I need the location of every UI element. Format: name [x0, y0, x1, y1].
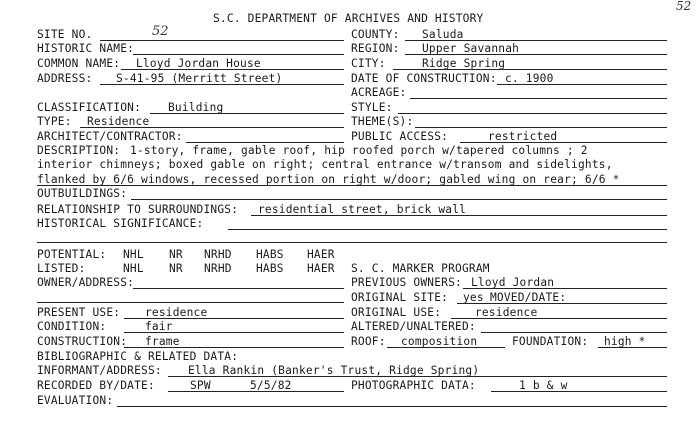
recorded-by-label: RECORDED BY/DATE:	[37, 379, 155, 392]
owner-address-line	[133, 288, 344, 289]
classification-label: CLASSIFICATION:	[37, 101, 142, 114]
owner-address-line-2	[37, 302, 344, 303]
original-use-value: residence	[475, 306, 538, 319]
foundation-value: high *	[604, 335, 646, 348]
historical-significance-label: HISTORICAL SIGNIFICANCE:	[37, 217, 204, 230]
potential-option-nrhd: NRHD	[204, 248, 232, 261]
style-line	[398, 113, 667, 114]
description-label: DESCRIPTION:	[37, 144, 121, 157]
potential-option-nr: NR	[169, 248, 183, 261]
outbuildings-label: OUTBUILDINGS:	[37, 187, 128, 200]
recorded-by-value: SPW	[190, 379, 211, 392]
photographic-data-value: 1 b & w	[519, 379, 568, 392]
evaluation-label: EVALUATION:	[37, 394, 114, 407]
site-no-value: 52	[152, 24, 169, 39]
construction-label: CONSTRUCTION:	[37, 335, 128, 348]
date-of-construction-value: c. 1900	[505, 72, 554, 85]
corner-site-number: 52	[676, 0, 692, 13]
previous-owners-label: PREVIOUS OWNERS:	[351, 276, 462, 289]
theme-line	[415, 127, 667, 128]
previous-owners-line	[463, 288, 667, 289]
potential-option-nhl: NHL	[123, 248, 144, 261]
original-site-line	[457, 303, 667, 304]
type-line	[80, 127, 344, 128]
roof-label: ROOF:	[351, 335, 386, 348]
potential-label: POTENTIAL:	[37, 248, 107, 261]
city-line	[393, 69, 667, 70]
form-header: S.C. DEPARTMENT OF ARCHIVES AND HISTORY	[213, 12, 484, 25]
date-of-construction-line	[497, 84, 667, 85]
listed-option-nr: NR	[169, 262, 183, 275]
acreage-line	[410, 98, 667, 99]
potential-option-habs: HABS	[256, 248, 284, 261]
photographic-data-line	[491, 391, 667, 392]
architect-label: ARCHITECT/CONTRACTOR:	[37, 130, 183, 143]
county-label: COUNTY:	[351, 28, 400, 41]
condition-label: CONDITION:	[37, 320, 107, 333]
construction-value: frame	[145, 335, 180, 348]
altered-label: ALTERED/UNALTERED:	[351, 320, 476, 333]
bibliographic-label: BIBLIOGRAPHIC & RELATED DATA:	[37, 350, 239, 363]
historic-name-label: HISTORIC NAME:	[37, 42, 135, 55]
address-value: S-41-95 (Merritt Street)	[116, 72, 283, 85]
description-line-3: flanked by 6/6 windows, recessed portion on right w/door; gabled wing on rear; 6/6 *	[37, 173, 620, 186]
moved-date-label: MOVED/DATE:	[490, 291, 567, 304]
owner-address-label: OWNER/ADDRESS:	[37, 276, 135, 289]
date-of-construction-label: DATE OF CONSTRUCTION:	[351, 72, 497, 85]
listed-option-habs: HABS	[256, 262, 284, 275]
condition-value: fair	[145, 320, 173, 333]
address-label: ADDRESS:	[37, 72, 93, 85]
style-label: STYLE:	[351, 101, 393, 114]
original-use-line	[451, 318, 667, 319]
theme-label: THEME(S):	[351, 115, 414, 128]
historical-significance-line	[228, 229, 667, 230]
classification-value: Building	[168, 101, 224, 114]
architect-line	[186, 142, 344, 143]
listed-option-nhl: NHL	[123, 262, 144, 275]
foundation-line	[598, 347, 667, 348]
construction-line	[124, 347, 344, 348]
public-access-line	[460, 142, 667, 143]
section-divider	[37, 242, 667, 243]
marker-program-heading: S. C. MARKER PROGRAM	[351, 262, 490, 275]
common-name-label: COMMON NAME:	[37, 57, 121, 70]
original-site-label: ORIGINAL SITE:	[351, 291, 449, 304]
photographic-data-label: PHOTOGRAPHIC DATA:	[351, 379, 476, 392]
listed-option-haer: HAER	[307, 262, 335, 275]
description-line-1: 1-story, frame, gable roof, hip roofed porch w/tapered columns ; 2	[130, 144, 588, 157]
region-line	[405, 54, 667, 55]
listed-option-nrhd: NRHD	[204, 262, 232, 275]
listed-label: LISTED:	[37, 262, 86, 275]
foundation-label: FOUNDATION:	[512, 335, 589, 348]
city-label: CITY:	[351, 57, 386, 70]
present-use-line	[124, 318, 344, 319]
address-line	[100, 84, 344, 85]
site-no-label: SITE NO.	[37, 28, 93, 41]
original-use-label: ORIGINAL USE:	[351, 306, 442, 319]
region-value: Upper Savannah	[422, 42, 520, 55]
relationship-line	[251, 215, 667, 216]
type-label: TYPE:	[37, 115, 72, 128]
present-use-value: residence	[145, 306, 208, 319]
evaluation-line	[117, 406, 667, 407]
type-value: Residence	[87, 115, 150, 128]
recorded-by-line	[168, 391, 344, 392]
county-value: Saluda	[422, 28, 464, 41]
outbuildings-line	[131, 199, 667, 200]
site-no-line	[100, 40, 344, 41]
county-line	[405, 40, 667, 41]
relationship-value: residential street, brick wall	[258, 203, 467, 216]
acreage-label: ACREAGE:	[351, 86, 407, 99]
description-line-2: interior chimneys; boxed gable on right; central entrance w/transom and sidelights,	[37, 158, 613, 171]
relationship-label: RELATIONSHIP TO SURROUNDINGS:	[37, 203, 239, 216]
present-use-label: PRESENT USE:	[37, 306, 121, 319]
altered-line	[481, 332, 667, 333]
roof-line	[387, 347, 505, 348]
historic-name-line	[133, 54, 344, 55]
informant-value: Ella Rankin (Banker's Trust, Ridge Spring)	[188, 364, 480, 377]
common-name-line	[121, 69, 344, 70]
public-access-label: PUBLIC ACCESS:	[351, 130, 449, 143]
city-value: Ridge Spring	[422, 57, 506, 70]
public-access-value: restricted	[488, 130, 558, 143]
roof-value: composition	[401, 335, 478, 348]
informant-line	[168, 376, 667, 377]
description-bottom-line	[37, 185, 667, 186]
previous-owners-value: Lloyd Jordan	[471, 276, 555, 289]
condition-line	[124, 332, 344, 333]
common-name-value: Lloyd Jordan House	[136, 57, 261, 70]
original-site-value: yes	[463, 291, 484, 304]
potential-option-haer: HAER	[307, 248, 335, 261]
recorded-date-value: 5/5/82	[250, 379, 292, 392]
informant-label: INFORMANT/ADDRESS:	[37, 364, 162, 377]
classification-line	[150, 113, 344, 114]
region-label: REGION:	[351, 42, 400, 55]
